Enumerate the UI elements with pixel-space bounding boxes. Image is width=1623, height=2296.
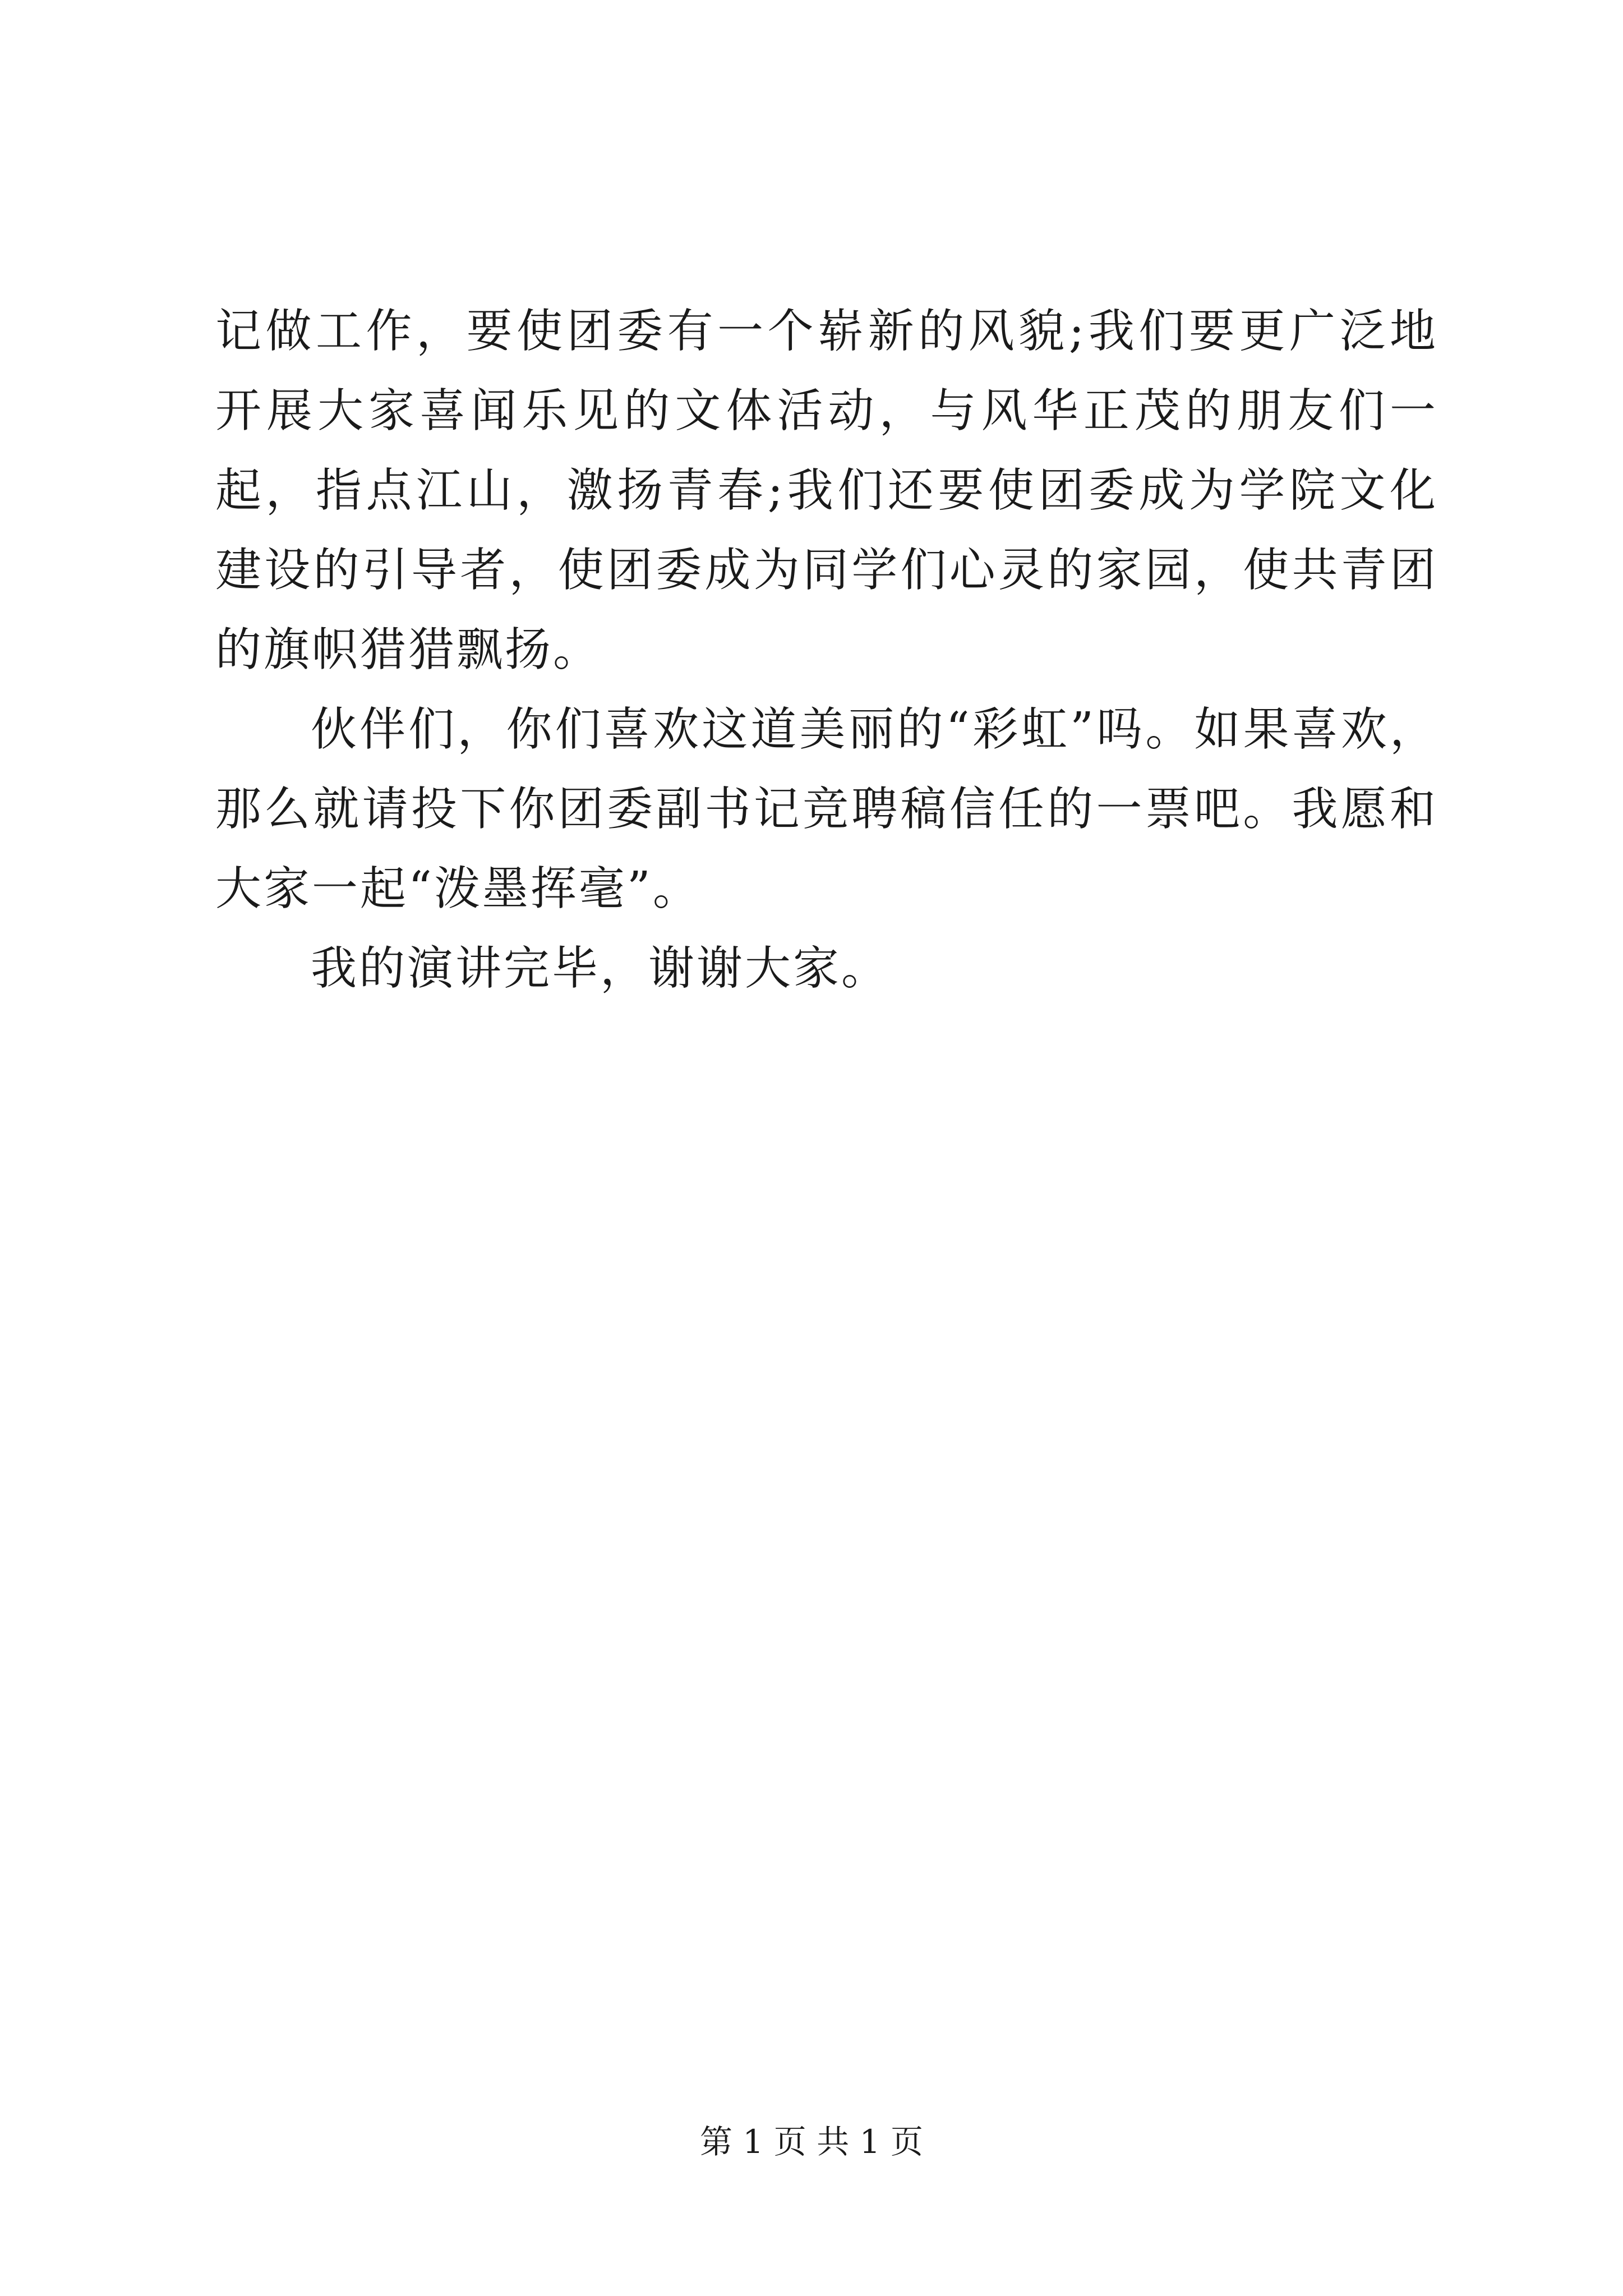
page-footer: 第 1 页 共 1 页 (700, 2123, 923, 2161)
paragraph-continuation: 记做工作，要使团委有一个崭新的风貌;我们要更广泛地开展大家喜闻乐见的文体活动，与风华正茂的朋友们一起，指点江山，激扬青春;我们还要使团委成为学院文化建设的引导者，使团委成为同学们心灵的家园，使共青团的旗帜猎猎飘扬。 (215, 305, 1438, 677)
paragraph-rainbow: 伙伴们，你们喜欢这道美丽的“彩虹”吗。如果喜欢，那么就请投下你团委副书记竞聘稿信任的一票吧。我愿和大家一起“泼墨挥毫”。 (215, 703, 1438, 915)
paragraph-closing: 我的演讲完毕，谢谢大家。 (311, 942, 890, 995)
document-body (215, 292, 1438, 1009)
